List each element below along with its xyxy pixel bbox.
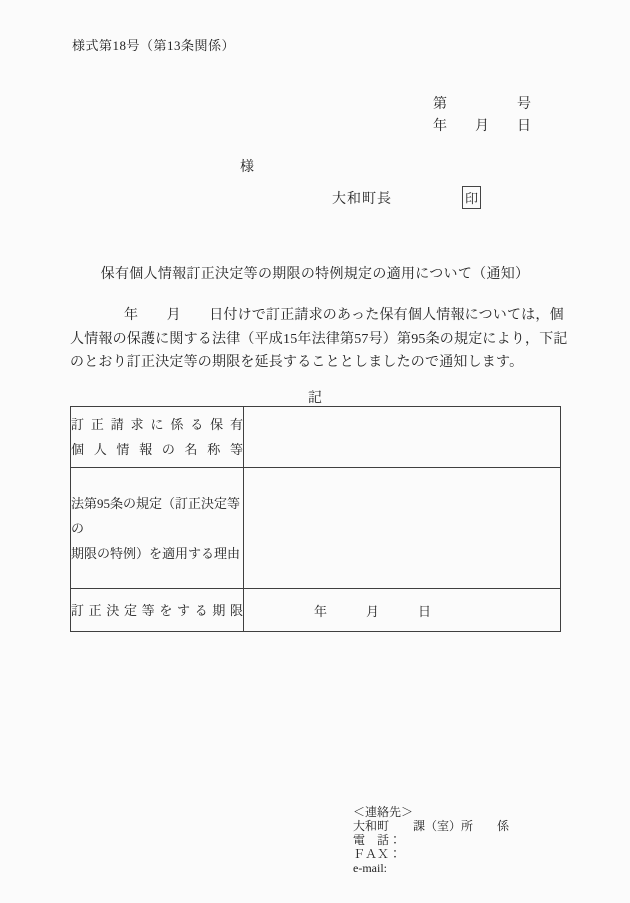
table-row-name [71, 407, 561, 468]
body-line: 人情報の保護に関する法律（平成15年法律第57号）第95条の規定により，下記 [70, 331, 568, 347]
addressee-suffix: 様 [240, 160, 254, 175]
seal-placeholder [462, 186, 481, 209]
body-paragraph [70, 304, 568, 375]
row-label-cell [71, 468, 244, 589]
contact-fax: ＦＡＸ： [353, 847, 402, 861]
contact-block [353, 805, 509, 875]
contact-heading: ＜連絡先＞ [353, 805, 414, 819]
form-number: 様式第18号（第13条関係） [72, 38, 236, 53]
row-label-cell [71, 589, 244, 632]
sender-name: 大和町長 [332, 192, 392, 207]
contact-email: e-mail: [353, 861, 387, 875]
notice-table [70, 406, 561, 632]
table-row-reason [71, 468, 561, 589]
contact-tel: 電 話： [353, 833, 402, 847]
row-value-cell [244, 407, 561, 468]
row-value-cell [244, 468, 561, 589]
body-line: のとおり訂正決定等の期限を延長することとしましたので通知します。 [70, 355, 524, 370]
doc-date-line: 年 月 日 [433, 119, 531, 134]
ki-heading: 記 [308, 391, 322, 406]
row-label-line: 個人情報の名称等 [71, 442, 243, 457]
doc-number-line: 第 号 [433, 97, 531, 112]
document-title: 保有個人情報訂正決定等の期限の特例規定の適用について（通知） [100, 267, 530, 282]
row-label-cell [71, 407, 244, 468]
table-row-deadline [71, 589, 561, 632]
row-label-line: 訂正決定等をする期限 [71, 602, 243, 618]
seal-character: 印 [464, 191, 478, 206]
row-label-line: 訂正請求に係る保有 [71, 417, 243, 432]
deadline-date-value: 年 月 日 [244, 589, 561, 632]
body-line: 年 月 日付けで訂正請求のあった保有個人情報については，個 [124, 308, 564, 323]
row-label-line: 法第95条の規定（訂正決定等の [71, 495, 241, 536]
row-label-line: 期限の特例）を適用する理由 [71, 545, 241, 561]
contact-office: 大和町 課（室）所 係 [353, 819, 510, 833]
